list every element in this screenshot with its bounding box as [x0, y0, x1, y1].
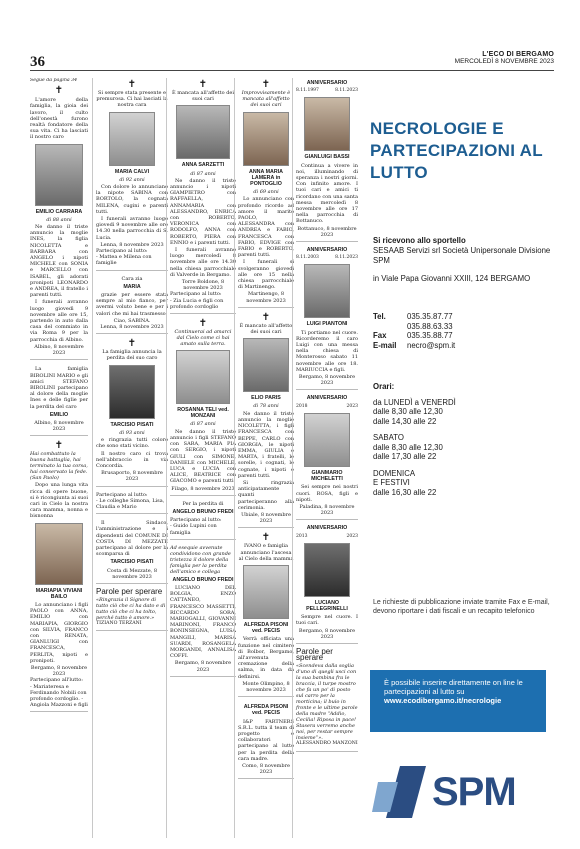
page-header [0, 0, 580, 72]
banner-text: È possibile inserire direttamente on line le partecipazioni al lutto su [384, 678, 523, 696]
spm-logo-mark [370, 762, 432, 822]
cross-icon: ✝ [261, 311, 271, 323]
cross-icon: ✝ [54, 440, 64, 452]
deceased-name: TARCISIO PISATI [110, 421, 154, 428]
participants-list: - Le colleghe Simona, Lisa, Claudia e Mario [96, 497, 165, 510]
masthead [455, 51, 554, 65]
sunday-label: DOMENICA [373, 468, 416, 478]
quote-text: «Scendeva dalla soglia d'uno di quegli usci con la sua bambina fra le braccia, il turpe mostro che fa un po' di posto sul carro per la morticina; il buio in fronte e le ultime parole della madre “Addio, Cecilia! Riposa in pace! Stasera verremo anche noi, per restar sempre insieme”». [296, 663, 358, 742]
participants-list: - Mariateresa e Ferdinando Nobili con profondo cordoglio. - Angiola Mazzoni e figli [30, 683, 88, 709]
place-date: Filago, 8 novembre 2023 [171, 485, 235, 492]
deceased-name: ROSANNA TELI ved. MONZANI [177, 407, 229, 420]
place-date: Lenna, 8 novembre 2023 [100, 324, 164, 331]
obituary-body: Ne danno il triste annuncio la moglie INES, la figlia NICOLETTA e BARBARA con ANGELO i nipoti MICHELE con SONIA e MARCELLO con ISABEL, gli adorati pronipoti LEONARDO e ANDREA, il fratello i parenti tutti. [30, 224, 88, 299]
participation-text: LUCIANO DEL BOLGIA, ENZO CATTANEO, FRANCESCO MASSETTI, RICCARDO SORA, MARIOGALLI, GIOVANNI MARINONI, FRANCO BONINSEGNA, LUISA MANGILI, MARISA SUARDI, ROSANGELA MORGANDI, ANNALISA COFFI. [170, 584, 236, 660]
portrait-photo [176, 350, 230, 404]
email-address[interactable]: necro@spm.it [407, 340, 456, 350]
anniversary-body: Ti portiamo nel cuore. Ricorderemo il caro Luigi con una messa nella chiesa di Monterosso sabato 11 novembre alle ore 18. MARIUCCIA e figli. [296, 329, 358, 373]
deceased-name: ANGELO BRUNO FREDI [172, 508, 234, 515]
funeral-info: I funerali avranno luogo mercoledì 8 novembre alle ore 14.30 nella chiesa parrocchiale di Valverde in Bergamo. [170, 247, 236, 278]
portrait-photo [243, 565, 289, 619]
funeral-info: I funerali si svolgeranno giovedì alle ore 15 nella chiesa parrocchiale di Martinengo. [238, 259, 294, 291]
participation-birolini [30, 363, 88, 436]
place-date: Lenna, 8 novembre 2023 [100, 241, 164, 248]
obituary-text: La famiglia annuncia la perdita del suo caro [102, 349, 162, 362]
deceased-name: LUIGI PIANTONI [306, 321, 348, 328]
hours-title: Orari: [373, 382, 395, 391]
age: di 69 anni [253, 189, 279, 196]
place-date: Martinengo, 8 novembre 2023 [246, 291, 286, 304]
portrait-photo [109, 112, 155, 166]
place-date: Torre Boldone, 8 novembre 2023 [181, 279, 225, 292]
portrait-photo [243, 112, 289, 166]
age: di 92 anni [119, 176, 145, 183]
submission-note: Le richieste di pubblicazione inviate tramite Fax e E-mail, devono riportare i dati fiscali e un recapito telefonico [373, 599, 550, 615]
obituary-pisati [96, 337, 168, 486]
message-heading: Per la perdita di [182, 500, 224, 507]
cross-icon: ✝ [198, 318, 208, 330]
age: di 78 anni [253, 403, 279, 410]
date-start: 8.11.1997 [296, 88, 319, 94]
continued-note: Segue da pagina 34 [30, 78, 78, 83]
quote-text: Ad esequie avvenute condividono con grande tristezza il dolore della famiglia per la perdita dell'amico e collega [170, 544, 231, 575]
date-end: 8.11.2023 [335, 88, 358, 94]
date-start: 2018 [296, 403, 308, 409]
message-maria [96, 274, 168, 335]
obituary-body: e ringrazia tutti coloro che sono stati vicino. [96, 437, 168, 450]
anniversary-title: ANNIVERSARIO [306, 395, 348, 402]
date-end: 2023 [346, 403, 358, 409]
anniversary-body: Sei sempre nei nostri cuori. ROSA, figli e nipoti. [296, 484, 358, 503]
participation-pisoni [238, 700, 294, 779]
spm-logo [370, 762, 540, 822]
email-label: E-mail [373, 340, 397, 350]
funeral-info: I funerali avranno luogo giovedì 9 novembre alle ore 14.30 nella parrocchia di S. Lucia. [96, 216, 168, 241]
obituary-text: IVANO e famiglia annunciano l'ascesa al Cielo della mamma [238, 543, 294, 562]
obituary-sarzetti [170, 78, 236, 314]
obituary-paris [238, 311, 294, 528]
portrait-photo [35, 144, 83, 206]
place-date: Bergamo, 8 novembre 2023 [298, 627, 356, 640]
deceased-name: TARCISIO PISATI [110, 559, 154, 566]
date-start: 8.11.2003 [296, 255, 319, 261]
age: di 88 anni [46, 216, 72, 223]
portrait-photo [304, 264, 350, 318]
anniversary-body: Continua a vivere in noi, illuminando di speranza i nostri giorni. Con infinito amore. I tuoi cari e amici ti ricordano con una santa messa mercoledì 8 novembre alle ore 17 nella parrocchia di Bottanuco. [296, 162, 358, 225]
anniversary-title: ANNIVERSARIO [306, 80, 348, 86]
participation-colleagues [96, 490, 168, 515]
necrology-info-panel [358, 80, 558, 848]
weekday-label: da LUNEDÌ a VENERDÌ [373, 397, 456, 407]
anniversary-piantoni [296, 245, 358, 390]
place-date: Paladina, 8 novembre 2023 [299, 503, 355, 517]
publication-name: L'ECO DI BERGAMO [482, 51, 554, 58]
publication-date: MERCOLEDÌ 8 NOVEMBRE 2023 [454, 58, 554, 65]
contacts [373, 312, 553, 350]
obituary-body: Ne danno il triste annuncio i nipoti GIAMPIETRO con RAFFAELLA, ANNAMARIA con ALESSANDRO, ENRICA con ROBERTO, VERONICA con RODOLFO, ANNA con ROBERTO, PIERA con ENNIO e i parenti tutti. [170, 177, 236, 246]
place-date: Costa di Mezzate, 8 novembre 2023 [106, 567, 158, 580]
obituary-text: Dopo una lunga vita ricca di opere buone, si è ricongiunta ai suoi cari in Cielo la nostra cara mamma, nonna e bisnonna [30, 482, 88, 520]
obituary-viviani [30, 439, 88, 712]
obituary-calvi [96, 78, 168, 271]
deceased-name: GIANLUIGI BASSI [304, 154, 350, 161]
deceased-name: EMILIO CARRARA [35, 208, 83, 215]
portrait-photo [304, 543, 350, 597]
obituary-body: Ne danno il triste annuncio i figli STEFANO con SARA, MARIA PIA con SERGIO, i nipoti GIULI con SIMONE, DANIELE con MICHELE, LUCA e LUCIA con ALICE, BEATRICE con GIACOMO e parenti tutti. [170, 428, 236, 485]
date-end: 2023 [346, 533, 358, 539]
quote-title: Parole per sperare [296, 646, 333, 663]
obituary-body: Con dolore lo annunciano la nipote SABINA con BORTOLO, la cognata MILENA, cugini e parenti tutti. [96, 184, 168, 215]
place-date: Albino, 8 novembre 2023 [34, 343, 84, 357]
deceased-name: GIANMARIO MICHELETTI [311, 469, 343, 483]
quote-text: Continuerai ad amarci dal Cielo come ci hai amato sulla terra. [174, 329, 232, 348]
portrait-photo [35, 523, 83, 585]
obituary-pisoni [238, 531, 294, 697]
anniversary-pellegrinelli [296, 523, 358, 644]
deceased-name: ANGELO BRUNO FREDI [172, 576, 234, 583]
obituary-body: Lo annunciano con profondo ricordo ad amore il marito PAOLO, ALESSANDRA con ANDREA e FABIO, FRANCESCA con FABIO, EDVIGE con FABIO e ROBERTO, parenti tutti. [238, 196, 294, 259]
deceased-name: LUCIANO PELLEGRINELLI [306, 599, 348, 612]
cross-icon: ✝ [54, 85, 64, 97]
quote-box [96, 587, 168, 631]
portrait-photo [243, 338, 289, 392]
obituary-column-4 [234, 78, 294, 838]
obituary-column-1 [30, 78, 88, 838]
age: di 87 anni [190, 421, 216, 428]
anniversary-micheletti [296, 393, 358, 520]
anniversary-title: ANNIVERSARIO [306, 525, 348, 532]
funeral-info: Il nostro caro ci trova nell'abbraccio in via Concordia. [96, 450, 168, 469]
obituary-teli [170, 317, 236, 496]
reception-info [373, 236, 553, 284]
fax-label: Fax [373, 331, 387, 340]
participants-list: - Zia Lucia e figli con profondo cordoglio [170, 297, 224, 310]
place-date: Bottanuco, 8 novembre 2023 [297, 225, 357, 238]
saturday-hours-afternoon: dalle 17,30 alle 22 [373, 452, 437, 461]
obituary-body: Verrà officiata una funzione nel cimitero di Bolbor, Bergamo, all'avvenuta cremazione della salma, in data da definirsi. [238, 636, 294, 680]
obituary-text: È mancata all'affetto dei suoi cari [172, 90, 234, 103]
participation-text: I&P FARTNERS S.R.L. tutta il team di progetto e collaboratori partecipano al lutto per la perdita della cara madre. [238, 718, 294, 762]
deceased-name: EMILIO [49, 411, 69, 418]
place-date: Monte Olimpino, 8 novembre 2023 [242, 680, 290, 693]
place-date: Bergamo, 8 novembre 2023 [298, 374, 356, 387]
place-date: Bergamo, 8 novembre 2023 [174, 660, 232, 673]
deceased-name: ANNA SARZETTI [181, 162, 225, 169]
spm-logo-text: SPM [432, 770, 516, 814]
obituary-column-2 [92, 78, 168, 838]
quote-author: TIZIANO TERZANI [96, 621, 142, 627]
tel-number-2[interactable]: 035.88.63.33 [407, 321, 453, 331]
place-date: Ubiale, 8 novembre 2023 [241, 511, 291, 525]
age: di 93 anni [119, 429, 145, 436]
participants-heading: Partecipano al lutto: [96, 248, 148, 255]
obituary-body: Ne danno il triste annuncio la moglie NICOLETTA, i figli FRANCESCA con BEPPE, CARLO con GIORGIA, le nipoti EMMA, GIULIA e MARTA, i fratelli, le sorelle, i cognati, le cognate, i nipoti e parenti tutti. [238, 410, 294, 479]
age: di 87 anni [190, 170, 216, 177]
funeral-info: Si ringrazia anticipatamente quanti parteciperanno alla cerimonia. [238, 479, 294, 511]
deceased-name: MARIA CALVI [114, 168, 150, 175]
opening-hours [373, 382, 553, 497]
tel-label: Tel. [373, 312, 386, 321]
participation-fredi-1 [170, 499, 236, 540]
obituary-text: Improvvisamente è mancata all'affetto dei suoi cari [241, 90, 291, 109]
quote-box [296, 647, 358, 752]
anniversary-column [292, 78, 358, 838]
fax-number[interactable]: 035.35.88.77 [407, 331, 453, 340]
online-banner[interactable] [370, 670, 546, 732]
quote-author: ALESSANDRO MANZONI [296, 741, 358, 747]
obituary-lamera [238, 78, 294, 308]
saturday-hours-morning: dalle 8,30 alle 12,30 [373, 442, 443, 452]
signature: Ciao, SABINA. [113, 317, 151, 324]
obituary-text: L'amore della famiglia, la gioia dei lavoro, il culto dell'onestà furono realtà fondatore della sua vita. Ci ha lasciati il nostro caro [30, 97, 88, 141]
deceased-name: MARIAPIA VIVIANI BAILO [35, 587, 83, 600]
obituary-carrara [30, 84, 88, 360]
quote-text: Hai combattuto la buona battaglia, hai terminato la tua corsa, hai conservato la fede. (San Paolo) [30, 451, 88, 482]
participants-heading: Partecipano all'lutto: [30, 677, 83, 684]
page-number: 36 [30, 54, 45, 70]
date-start: 2013 [296, 533, 308, 539]
funeral-info: I funerali avranno luogo giovedì 9 novembre alle ore 15, partendo in auto dalla casa del commiato in via Roma 9 per la parrocchia di Albino. [30, 299, 88, 343]
deceased-name: ALFREDA PISONI ved. PECIS [243, 621, 289, 635]
cross-icon: ✝ [127, 79, 137, 90]
place-date: Albino, 8 novembre 2023 [34, 419, 84, 433]
cross-icon: ✝ [261, 532, 271, 544]
anniversary-title: ANNIVERSARIO [306, 247, 348, 254]
participants-heading: Partecipano al lutto: [170, 517, 222, 524]
participants-heading: Partecipano al lutto: [96, 491, 148, 498]
header-rule [30, 70, 554, 71]
participation-comune [96, 517, 168, 584]
participants-list: - Mattea e Milena con famiglie [96, 254, 152, 267]
obituary-body: Lo annunciano i figli PAOLO con ANNA, EMILIO con MARIAPIA, GIORGIO con SILVIA, FRANCO con RENATA, GIANLUIGI con FRANCESCA, PERLITA, nipoti e pronipoti. [30, 601, 88, 664]
reception-heading: Si ricevono allo sportello [373, 236, 466, 245]
weekday-hours-morning: dalle 8,30 alle 12,30 [373, 407, 443, 416]
tel-number-1[interactable]: 035.35.87.77 [407, 312, 453, 321]
cross-icon: ✝ [261, 79, 271, 90]
place-date: Brusaporto, 8 novembre 2023 [101, 470, 163, 483]
weekday-hours-afternoon: dalle 14,30 alle 22 [373, 416, 437, 426]
cross-icon: ✝ [198, 79, 208, 90]
date-end: 8.11.2023 [335, 255, 358, 261]
deceased-name: ELIO PARIS [251, 395, 281, 402]
deceased-name: MARIA [123, 283, 141, 290]
participants-heading: Partecipano al lutto: [170, 291, 222, 298]
participation-text: La famiglia BIROLINI MARIO e gli amici STEFANO BIROLINI partecipano al dolore della moglie Ines e delle figlie per la perdita del caro [30, 366, 88, 410]
participation-text: Il Sindaco, l'amministrazione e i dipendenti del COMUNE DI COSTA DI MEZZATE partecipano al dolore per la scomparsa di [96, 520, 168, 558]
cross-icon: ✝ [127, 338, 137, 350]
sunday-hours: dalle 16,30 alle 22 [373, 487, 437, 497]
place-date: Como, 8 novembre 2023 [242, 763, 290, 776]
necrologie-link[interactable]: www.ecodibergamo.it/necrologie [384, 696, 502, 705]
anniversary-bassi [296, 78, 358, 242]
message-body: grazie per essere stata sempre al mio fianco, per avermi voluto bene e per i valori che mi hai trasmesso. [96, 292, 168, 317]
portrait-photo [304, 97, 350, 151]
saturday-label: SABATO [373, 433, 404, 442]
deceased-name: ALFREDA PISONI ved. PECIS [243, 704, 289, 717]
place-date: Bergamo, 8 novembre 2023 [30, 664, 88, 678]
message-heading: Cara zia [121, 275, 143, 282]
participation-fredi-2 [170, 543, 236, 677]
portrait-photo [109, 365, 155, 419]
quote-text: «Ringrazia il Signore di tutto ciò che ci ha dato e di tutto ciò che ci ha tolto, perché tutto è amore.» [96, 597, 166, 622]
company-name: SESAAB Servizi srl Società Unipersonale Divisione SPM [373, 246, 551, 265]
address: in Viale Papa Giovanni XXIII, 124 BERGAMO [373, 274, 531, 283]
deceased-name: ANNA MARIA LAMERA in PONTOGLIO [249, 168, 283, 188]
holiday-label: E FESTIVI [373, 478, 410, 487]
panel-title: NECROLOGIE E PARTECIPAZIONI AL LUTTO [370, 119, 543, 182]
obituary-column-3 [166, 78, 236, 838]
participants-list: - Guido Lupini con famiglia [170, 523, 217, 536]
quote-title: Parole per sperare [96, 586, 163, 596]
obituary-text: È mancato all'affetto dei suoi cari [239, 322, 293, 336]
portrait-photo [176, 105, 230, 159]
portrait-photo [304, 413, 350, 467]
anniversary-body: Sempre nel cuore. I tuoi cari. [296, 614, 358, 627]
obituary-text: Si sempre stata presente e premurosa. Ci hai lasciati la nostra cara [96, 90, 168, 109]
